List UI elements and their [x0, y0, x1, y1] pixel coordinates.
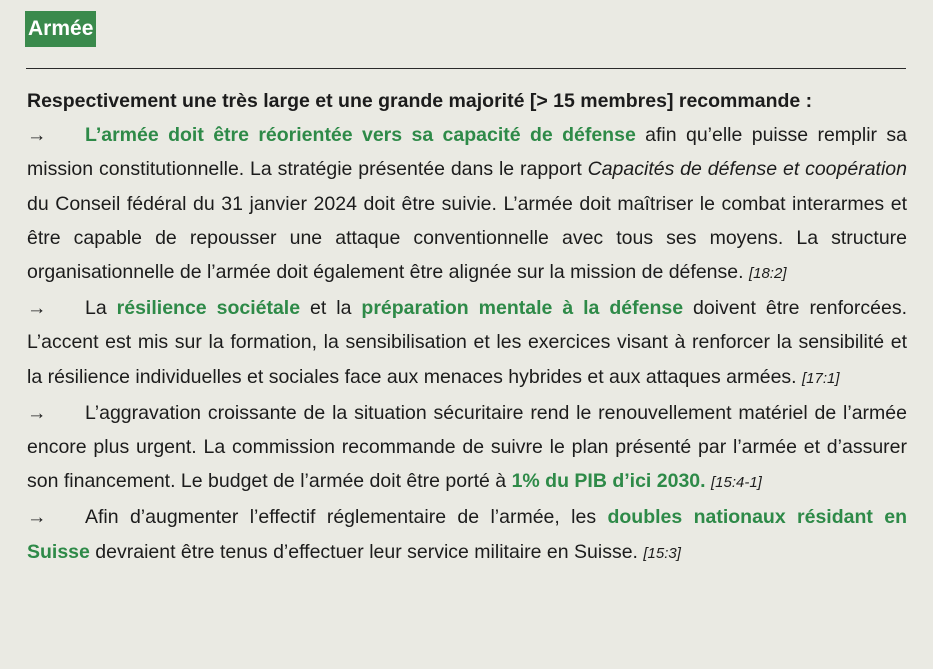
arrow-right-icon: → [27, 506, 47, 529]
body-text: La [85, 297, 117, 320]
divider-rule [26, 68, 906, 69]
recommendation-item-2 [27, 291, 907, 396]
highlight-text: 1% du PIB d’ici 2030. [511, 470, 706, 493]
body-text: afin qu’elle puisse remplir sa mission constitutionnelle. La stratégie présentée dans le rapport [27, 124, 908, 181]
recommendation-item-4 [27, 500, 907, 570]
section-tag: Armée [25, 11, 96, 47]
body-text: Afin d’augmenter l’effectif réglementaire de l’armée, les [85, 506, 608, 529]
intro-line: Respectivement une très large et une grande majorité [> 15 membres] recommande : [27, 90, 813, 112]
recommendation-item-3 [27, 396, 907, 501]
vote-reference: [17:1] [802, 369, 840, 387]
highlight-text: préparation mentale à la défense [361, 297, 684, 320]
arrow-right-icon: → [27, 297, 47, 320]
body-text: L’aggravation croissante de la situation sécuritaire rend le renouvellement matériel de l’armée encore plus urgent. La commission recommande de suivre le plan présenté par l’armée et d’assurer son financement. Le budget de l’armée doit être porté à [27, 401, 907, 493]
body-text: doivent être renforcées. L’accent est mis sur la formation, la sensibilisation et les exercices visant à renforcer la sensibilité et la résilience individuelles et sociales face aux menaces hybrides et aux attaques armées. [27, 297, 907, 388]
body-text: devraient être tenus d’effectuer leur service militaire en Suisse. [89, 540, 644, 563]
body-text: et la [300, 297, 362, 320]
arrow-right-icon: → [27, 124, 47, 147]
arrow-right-icon: → [27, 401, 47, 424]
vote-reference: [18:2] [748, 265, 787, 283]
vote-reference: [15:3] [643, 544, 681, 562]
highlight-text: résilience sociétale [116, 297, 301, 320]
recommendations-body [27, 84, 907, 571]
vote-reference: [15:4-1] [710, 474, 762, 492]
recommendation-item-1 [27, 118, 907, 291]
highlight-text: L’armée doit être réorientée vers sa capacité de défense [85, 124, 636, 147]
body-text: du Conseil fédéral du 31 janvier 2024 doit être suivie. L’armée doit maîtriser le combat interarmes et être capable de repousser une attaque conventionnelle avec tous ses moyens. La structure organisationnelle de l’armée doit également être alignée sur la mission de défense. [27, 192, 907, 284]
report-title: Capacités de défense et coopération [587, 158, 907, 181]
highlight-text: doubles nationaux résidant en Suisse [27, 506, 907, 563]
